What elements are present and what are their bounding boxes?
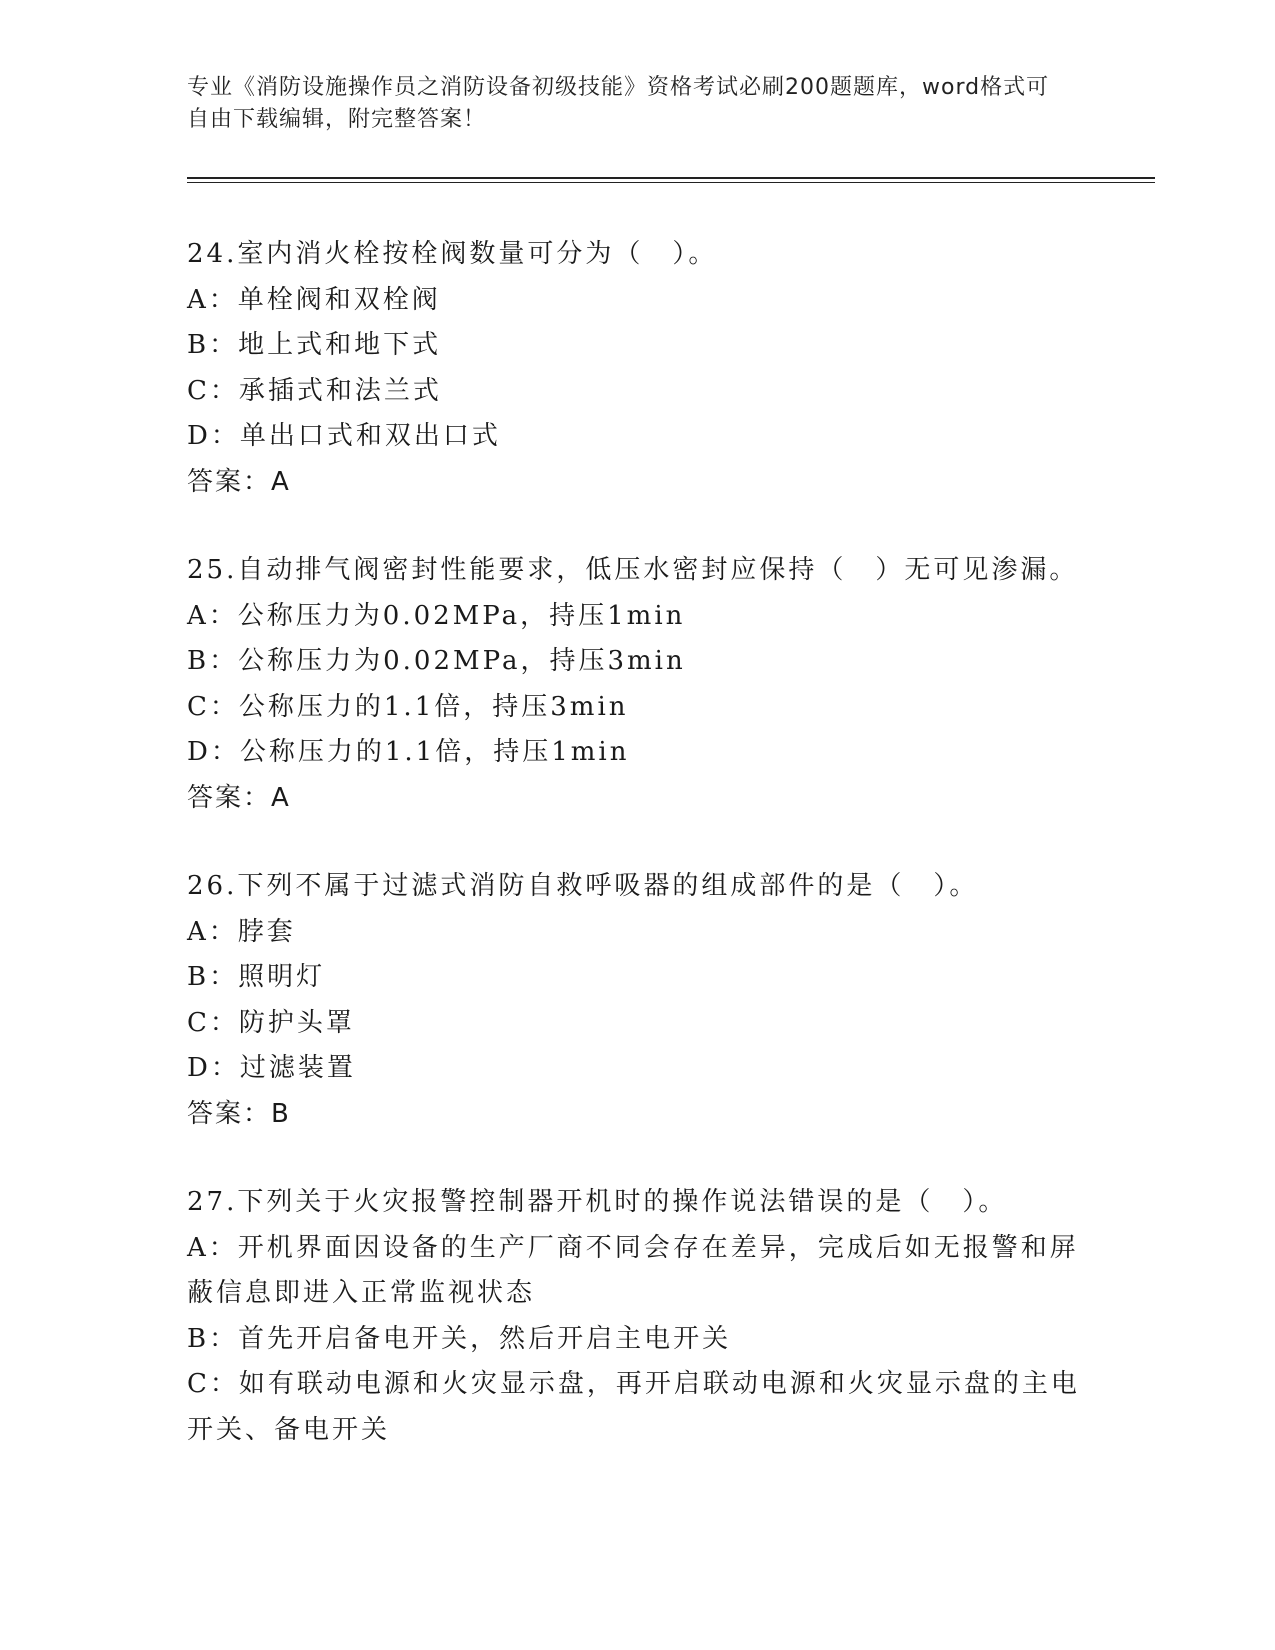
answer-label: 答案：A: [187, 466, 291, 497]
option-c: C：防护头罩: [187, 1007, 355, 1038]
question-list: [187, 232, 1087, 1496]
option-a: A：脖套: [187, 916, 296, 947]
option-a: A：开机界面因设备的生产厂商不同会存在差异，完成后如无报警和屏蔽信息即进入正常监视状态: [187, 1232, 1079, 1308]
option-d: D：单出口式和双出口式: [187, 421, 501, 451]
option-a: A：公称压力为0.02MPa，持压1min: [187, 600, 686, 631]
option-c: C：如有联动电源和火灾显示盘，再开启联动电源和火灾显示盘的主电开关、备电开关: [187, 1369, 1080, 1445]
question-26: [187, 864, 1087, 1137]
question-25: [187, 548, 1087, 821]
header-divider-bottom: [187, 182, 1155, 183]
option-d: D：公称压力的1.1倍，持压1min: [187, 737, 630, 767]
option-a: A：单栓阀和双栓阀: [187, 284, 441, 315]
option-c: C：承插式和法兰式: [187, 375, 442, 406]
question-stem: 27.下列关于火灾报警控制器开机时的操作说法错误的是（ ）。: [187, 1187, 1008, 1217]
header-divider-top: [187, 177, 1155, 179]
option-d: D：过滤装置: [187, 1053, 356, 1083]
option-c: C：公称压力的1.1倍，持压3min: [187, 691, 629, 722]
option-b: B：照明灯: [187, 962, 326, 992]
question-stem: 25.自动排气阀密封性能要求，低压水密封应保持（ ）无可见渗漏。: [187, 555, 1079, 585]
answer-label: 答案：B: [187, 1098, 291, 1129]
option-b: B：首先开启备电开关，然后开启主电开关: [187, 1323, 732, 1354]
option-b: B：地上式和地下式: [187, 330, 442, 360]
answer-label: 答案：A: [187, 782, 291, 813]
question-27: [187, 1180, 1087, 1453]
option-b: B：公称压力为0.02MPa，持压3min: [187, 646, 686, 676]
question-24: [187, 232, 1087, 505]
document-header: 专业《消防设施操作员之消防设备初级技能》资格考试必刷200题题库，word格式可自由下载编辑，附完整答案！: [187, 75, 1050, 132]
question-stem: 24.室内消火栓按栓阀数量可分为（ ）。: [187, 239, 718, 269]
question-stem: 26.下列不属于过滤式消防自救呼吸器的组成部件的是（ ）。: [187, 871, 979, 901]
